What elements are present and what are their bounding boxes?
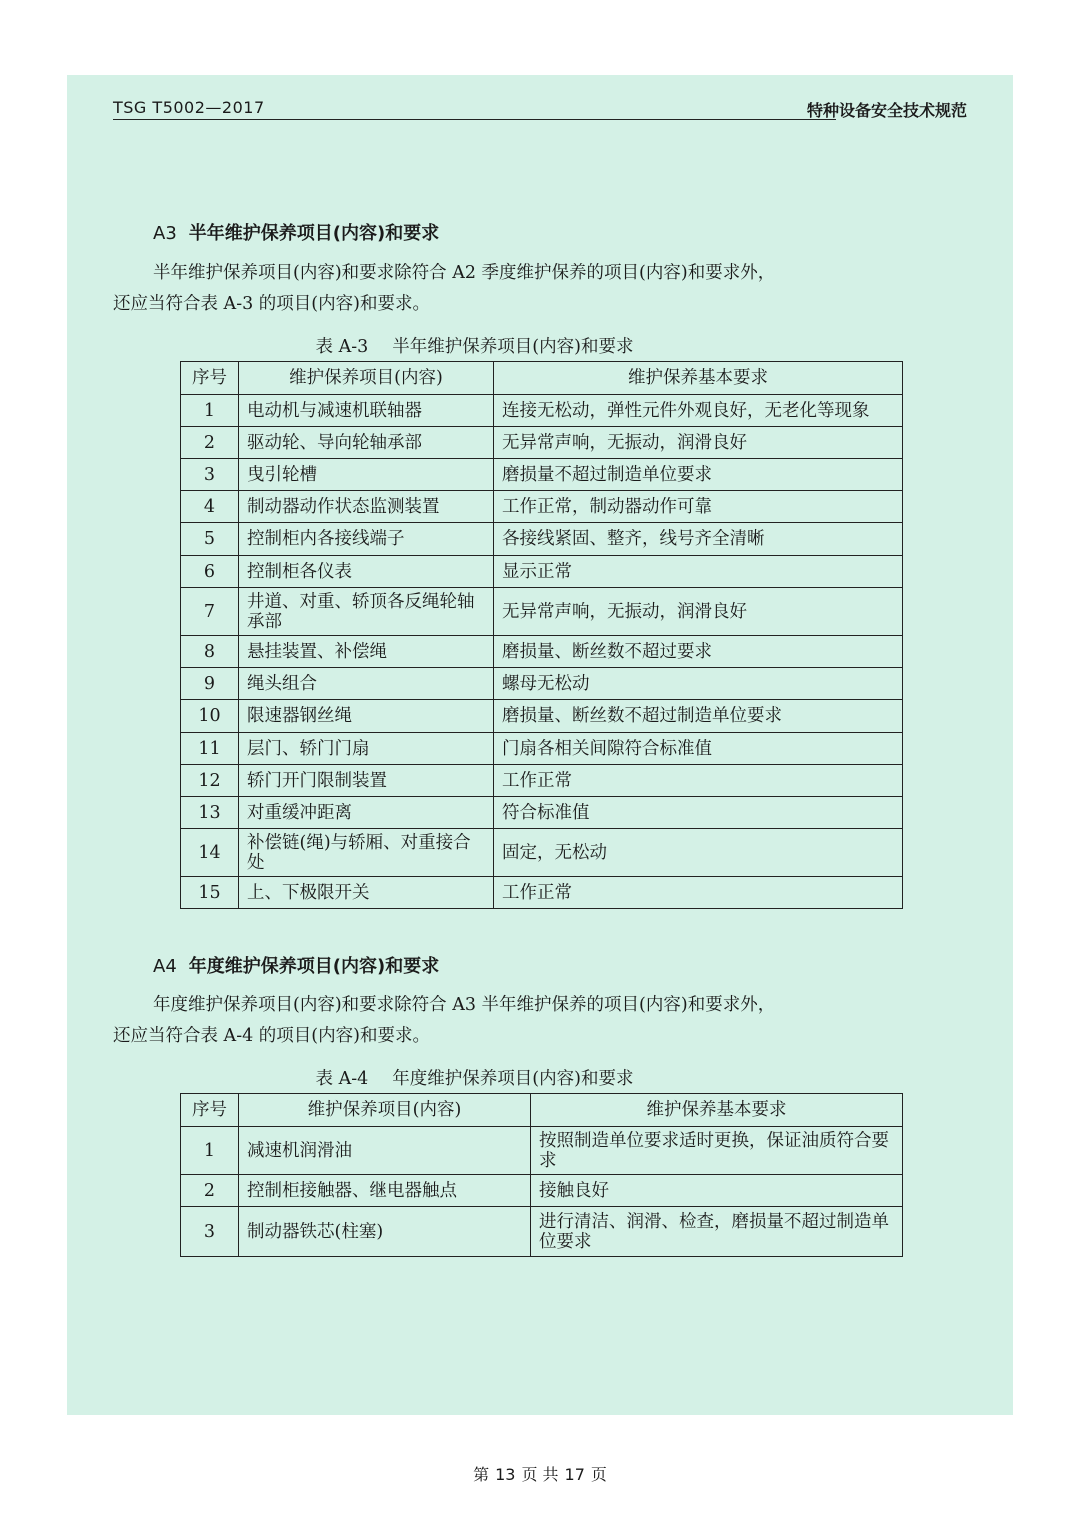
footer-page-number: 13: [495, 1465, 516, 1484]
row-requirement: 接触良好: [531, 1175, 903, 1207]
row-requirement: 显示正常: [494, 556, 903, 588]
table-row: [181, 668, 903, 700]
row-requirement: 工作正常: [494, 877, 903, 909]
row-item: 减速机润滑油: [239, 1127, 531, 1175]
row-requirement: 进行清洁、润滑、检查，磨损量不超过制造单位要求: [531, 1207, 903, 1257]
row-item: 控制柜各仪表: [239, 556, 494, 588]
section-a4-heading: [153, 952, 439, 978]
section-a4-title: 年度维护保养项目(内容)和要求: [188, 956, 440, 977]
table-row: [181, 459, 903, 491]
row-index: 1: [181, 395, 239, 427]
col-header-index: 序号: [181, 1094, 239, 1127]
row-requirement: 工作正常，制动器动作可靠: [494, 491, 903, 523]
table-a4-title: 年度维护保养项目(内容)和要求: [392, 1069, 634, 1089]
table-row: [181, 829, 903, 877]
row-requirement: 连接无松动，弹性元件外观良好，无老化等现象: [494, 395, 903, 427]
row-index: 12: [181, 765, 239, 797]
table-a3-header-row: [181, 362, 903, 395]
row-requirement: 无异常声响，无振动，润滑良好: [494, 588, 903, 636]
col-header-item: 维护保养项目(内容): [239, 1094, 531, 1127]
footer-prefix: 第: [473, 1465, 490, 1484]
header-rule: [113, 119, 836, 120]
section-a3-paragraph: [113, 258, 836, 320]
row-item: 层门、轿门门扇: [239, 733, 494, 765]
row-index: 2: [181, 427, 239, 459]
row-requirement: 磨损量、断丝数不超过制造单位要求: [494, 700, 903, 733]
section-a4-paragraph: [113, 990, 836, 1052]
table-row: [181, 556, 903, 588]
table-row: [181, 395, 903, 427]
row-requirement: 螺母无松动: [494, 668, 903, 700]
row-item: 控制柜接触器、继电器触点: [239, 1175, 531, 1207]
table-a4-number: 表 A-4: [315, 1069, 369, 1089]
row-index: 15: [181, 877, 239, 909]
table-a3-caption: [113, 333, 836, 358]
row-item: 轿门开门限制装置: [239, 765, 494, 797]
row-requirement: 磨损量不超过制造单位要求: [494, 459, 903, 491]
table-row: [181, 797, 903, 829]
row-item: 控制柜内各接线端子: [239, 523, 494, 556]
standard-code: TSG T5002—2017: [113, 98, 265, 117]
table-row: [181, 877, 903, 909]
row-item: 绳头组合: [239, 668, 494, 700]
table-row: [181, 427, 903, 459]
row-item: 制动器动作状态监测装置: [239, 491, 494, 523]
row-index: 3: [181, 1207, 239, 1257]
row-index: 10: [181, 700, 239, 733]
section-a3-number: A3: [153, 223, 177, 244]
row-index: 3: [181, 459, 239, 491]
row-item: 补偿链(绳)与轿厢、对重接合处: [239, 829, 494, 877]
col-header-requirement: 维护保养基本要求: [494, 362, 903, 395]
table-row: [181, 765, 903, 797]
table-row: [181, 491, 903, 523]
section-a3-para-line2: 还应当符合表 A-3 的项目(内容)和要求。: [113, 294, 430, 314]
section-a3-para-line1: 半年维护保养项目(内容)和要求除符合 A2 季度维护保养的项目(内容)和要求外，: [153, 263, 776, 283]
section-a4-number: A4: [153, 956, 177, 977]
row-requirement: 磨损量、断丝数不超过要求: [494, 636, 903, 668]
footer-total-pages: 17: [564, 1465, 585, 1484]
row-requirement: 无异常声响，无振动，润滑良好: [494, 427, 903, 459]
row-index: 13: [181, 797, 239, 829]
row-item: 对重缓冲距离: [239, 797, 494, 829]
table-row: [181, 1175, 903, 1207]
table-row: [181, 636, 903, 668]
section-a3-heading: [153, 219, 439, 245]
page-footer: [0, 1462, 1080, 1485]
table-row: [181, 733, 903, 765]
footer-suffix: 页: [590, 1465, 607, 1484]
row-item: 悬挂装置、补偿绳: [239, 636, 494, 668]
table-row: [181, 523, 903, 556]
table-a3-title: 半年维护保养项目(内容)和要求: [392, 337, 634, 357]
row-index: 9: [181, 668, 239, 700]
table-row: [181, 588, 903, 636]
row-index: 7: [181, 588, 239, 636]
row-index: 5: [181, 523, 239, 556]
row-index: 6: [181, 556, 239, 588]
row-index: 2: [181, 1175, 239, 1207]
table-a4-caption: [113, 1065, 836, 1090]
row-index: 14: [181, 829, 239, 877]
row-item: 制动器铁芯(柱塞): [239, 1207, 531, 1257]
row-index: 11: [181, 733, 239, 765]
row-requirement: 工作正常: [494, 765, 903, 797]
row-index: 8: [181, 636, 239, 668]
col-header-index: 序号: [181, 362, 239, 395]
col-header-requirement: 维护保养基本要求: [531, 1094, 903, 1127]
table-row: [181, 1207, 903, 1257]
row-item: 曳引轮槽: [239, 459, 494, 491]
row-requirement: 符合标准值: [494, 797, 903, 829]
row-item: 限速器钢丝绳: [239, 700, 494, 733]
table-a4-header-row: [181, 1094, 903, 1127]
header-title: 特种设备安全技术规范: [806, 101, 967, 120]
row-item: 电动机与减速机联轴器: [239, 395, 494, 427]
row-item: 驱动轮、导向轮轴承部: [239, 427, 494, 459]
section-a3-title: 半年维护保养项目(内容)和要求: [188, 223, 440, 244]
table-a3: [180, 361, 903, 909]
row-item: 上、下极限开关: [239, 877, 494, 909]
footer-middle: 页 共: [521, 1465, 559, 1484]
row-requirement: 门扇各相关间隙符合标准值: [494, 733, 903, 765]
row-index: 4: [181, 491, 239, 523]
table-row: [181, 1127, 903, 1175]
row-requirement: 各接线紧固、整齐，线号齐全清晰: [494, 523, 903, 556]
table-a4: [180, 1093, 903, 1257]
table-row: [181, 700, 903, 733]
table-a3-number: 表 A-3: [315, 337, 369, 357]
row-index: 1: [181, 1127, 239, 1175]
row-requirement: 按照制造单位要求适时更换，保证油质符合要求: [531, 1127, 903, 1175]
section-a4-para-line1: 年度维护保养项目(内容)和要求除符合 A3 半年维护保养的项目(内容)和要求外，: [153, 995, 776, 1015]
row-requirement: 固定，无松动: [494, 829, 903, 877]
col-header-item: 维护保养项目(内容): [239, 362, 494, 395]
section-a4-para-line2: 还应当符合表 A-4 的项目(内容)和要求。: [113, 1026, 430, 1046]
row-item: 井道、对重、轿顶各反绳轮轴承部: [239, 588, 494, 636]
